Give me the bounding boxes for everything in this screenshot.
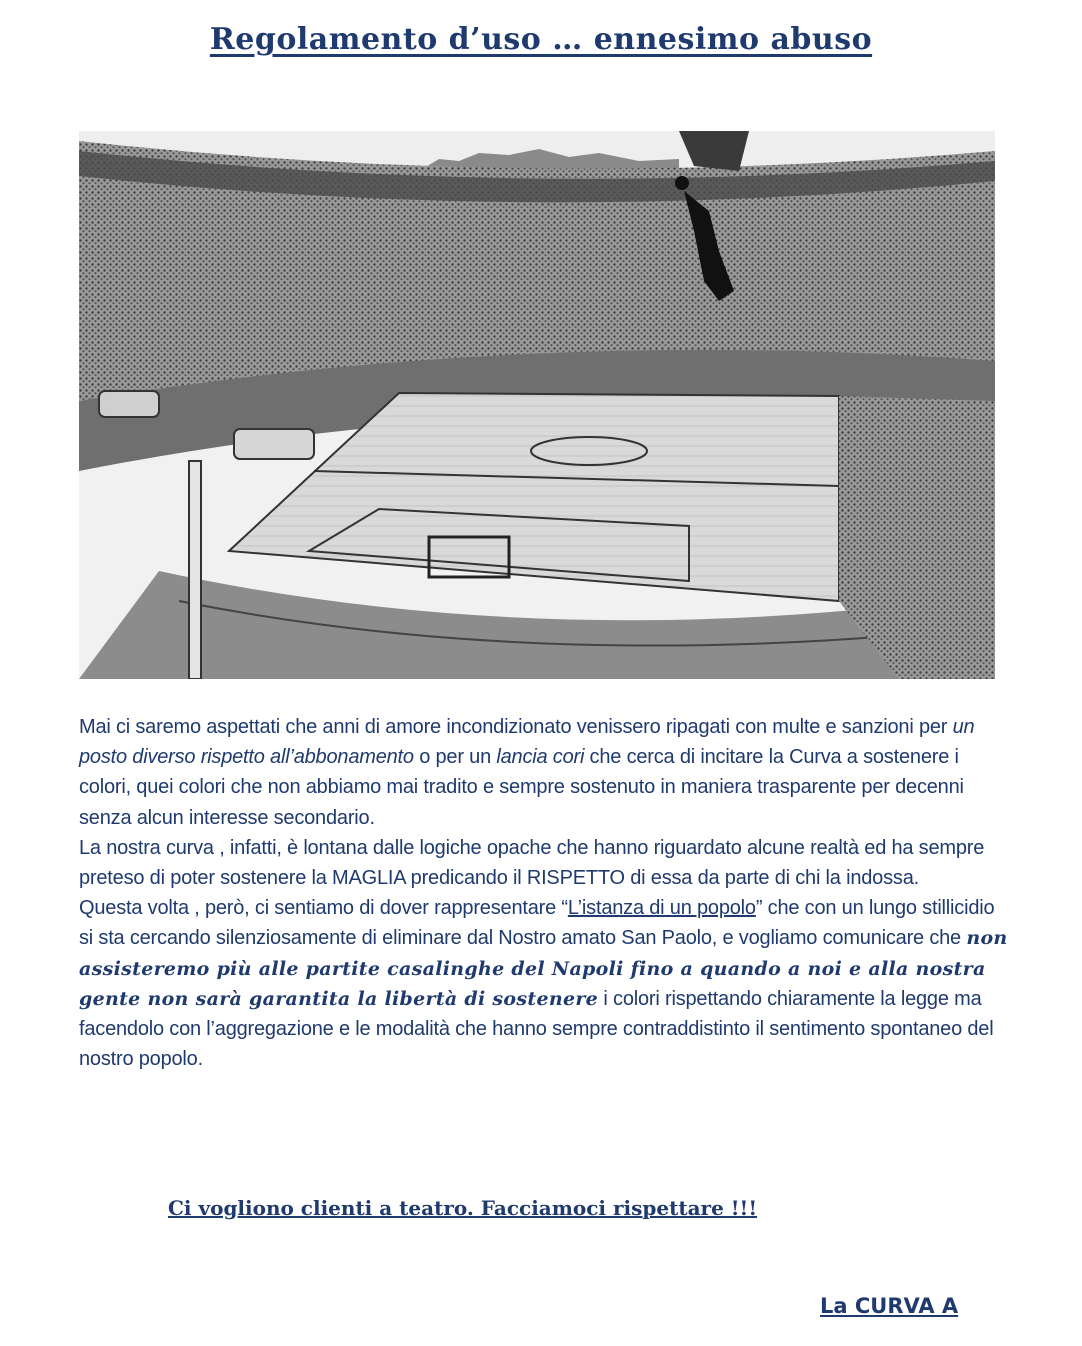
- paragraph-1: Mai ci saremo aspettati che anni di amore incondizionato venissero ripagati con multe e sanzioni per un posto diverso rispetto all’abbonamento o per un lancia cori che cerca di incitare la Curva a sostenere i colori, quei colori che non abbiamo mai tradito e sempre sostenuto in maniera trasparente per decenni senza alcun interesse secondario.: [79, 716, 975, 829]
- paragraph-2: La nostra curva , infatti, è lontana dalle logiche opache che hanno riguardato alcune realtà ed ha sempre preteso di poter sostenere la MAGLIA predicando il RISPETTO di essa da parte di chi la indossa.: [79, 836, 985, 890]
- stadium-photo: [79, 131, 995, 679]
- emphasis-posto: un posto diverso rispetto all’abbonamento: [79, 716, 975, 769]
- emphasis-lancia-cori: lancia cori: [496, 746, 585, 769]
- paragraph-3: Questa volta , però, ci sentiamo di dover rappresentare “L’istanza di un popolo” che con un lungo stillicidio si sta cercando silenziosamente di eliminare dal Nostro amato San Paolo, e vogliamo comunicare che non assisteremo più alle partite casalinghe del Napoli fino a quando a noi e alla nostra gente non sarà garantita la libertà di sostenere i colori rispettando chiaramente la legge ma facendolo con l’aggregazione e le modalità che hanno sempre contraddistinto il sentimento spontaneo del nostro popolo.: [79, 897, 1008, 1071]
- stadium-illustration-icon: [79, 131, 995, 679]
- statement-text: [79, 712, 1009, 1074]
- slogan: Ci vogliono clienti a teatro. Facciamoci rispettare !!!: [168, 1196, 758, 1220]
- page-title: Regolamento d’uso … ennesimo abuso: [209, 22, 873, 57]
- istanza-underlined: L’istanza di un popolo: [567, 897, 756, 920]
- boycott-statement: non assisteremo più alle partite casalinghe del Napoli fino a quando a noi e alla nostra gente non sarà garantita la libertà di sostenere: [79, 927, 1008, 1010]
- signature: La CURVA A: [820, 1294, 959, 1318]
